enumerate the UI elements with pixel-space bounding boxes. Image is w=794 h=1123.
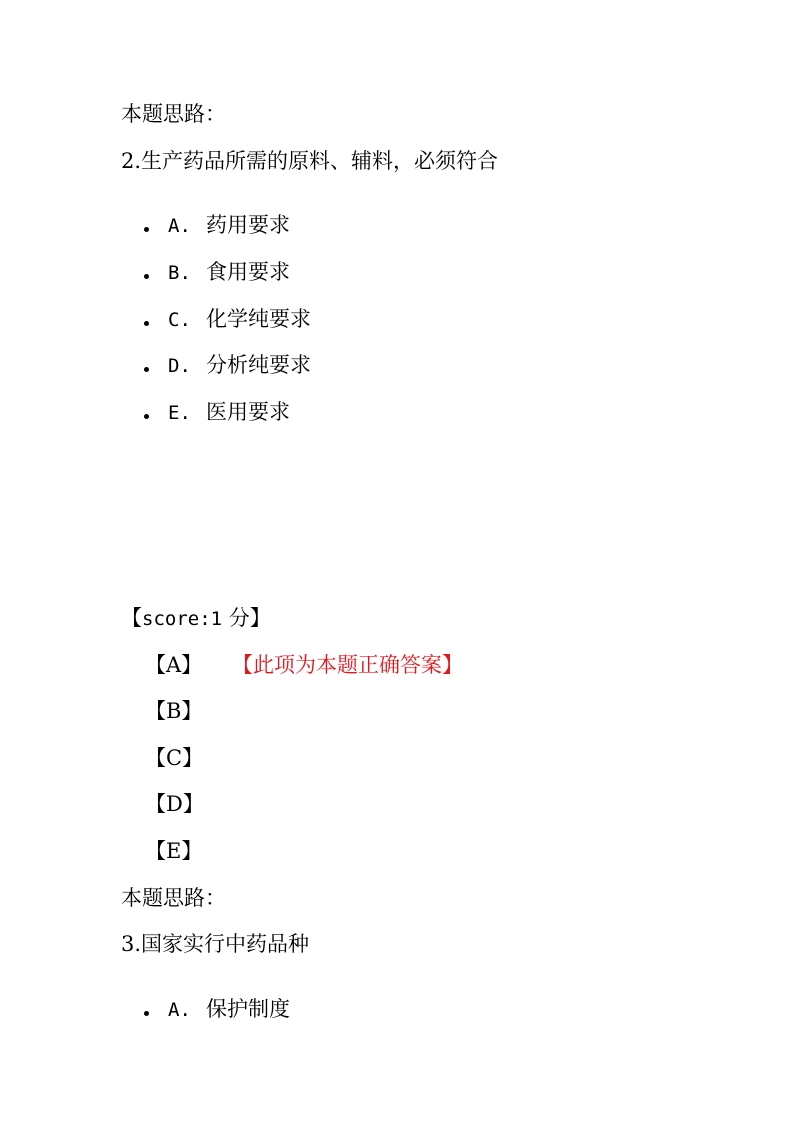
option-b[interactable]	[168, 258, 290, 287]
score-label: score:1	[142, 608, 223, 630]
question-stem: 2.生产药品所需的原料、辅料，必须符合	[121, 149, 499, 173]
option-letter: D.	[168, 355, 191, 377]
option-text: 化学纯要求	[206, 307, 311, 331]
answer-mark: 【A】	[145, 653, 203, 677]
analysis-label: 本题思路：	[121, 886, 226, 910]
answer-mark: 【D】	[145, 792, 204, 816]
option-letter: B.	[168, 262, 191, 284]
option-c[interactable]	[168, 305, 311, 334]
option-e[interactable]	[168, 398, 290, 427]
option-letter: C.	[168, 309, 191, 331]
score-line	[121, 604, 271, 633]
answer-mark: 【C】	[145, 746, 204, 770]
option-text: 食用要求	[206, 260, 290, 284]
bullet-icon	[144, 321, 149, 326]
option-text: 分析纯要求	[206, 353, 311, 377]
bullet-icon	[144, 274, 149, 279]
analysis-label: 本题思路：	[121, 102, 226, 126]
answer-row-b	[145, 697, 202, 725]
answer-row-a	[145, 651, 202, 679]
option-letter: A.	[168, 999, 191, 1021]
answer-row-e	[145, 837, 202, 865]
option-letter: A.	[168, 215, 191, 237]
bullet-icon	[144, 414, 149, 419]
answer-row-d	[145, 790, 204, 818]
option-text: 保护制度	[206, 997, 290, 1021]
correct-answer-note: 【此项为本题正确答案】	[232, 653, 463, 677]
option-a[interactable]	[168, 995, 290, 1024]
score-close-bracket: 】	[249, 606, 271, 630]
option-letter: E.	[168, 402, 191, 424]
option-d[interactable]	[168, 351, 311, 380]
score-unit: 分	[228, 606, 250, 630]
bullet-icon	[144, 367, 149, 372]
option-text: 医用要求	[206, 400, 290, 424]
option-text: 药用要求	[206, 213, 290, 237]
option-a[interactable]	[168, 211, 290, 240]
question-stem: 3.国家实行中药品种	[121, 932, 310, 956]
score-open-bracket: 【	[121, 606, 142, 630]
answer-mark: 【B】	[145, 699, 203, 723]
bullet-icon	[144, 1011, 149, 1016]
bullet-icon	[144, 227, 149, 232]
answer-mark: 【E】	[145, 839, 203, 863]
answer-row-c	[145, 744, 203, 772]
